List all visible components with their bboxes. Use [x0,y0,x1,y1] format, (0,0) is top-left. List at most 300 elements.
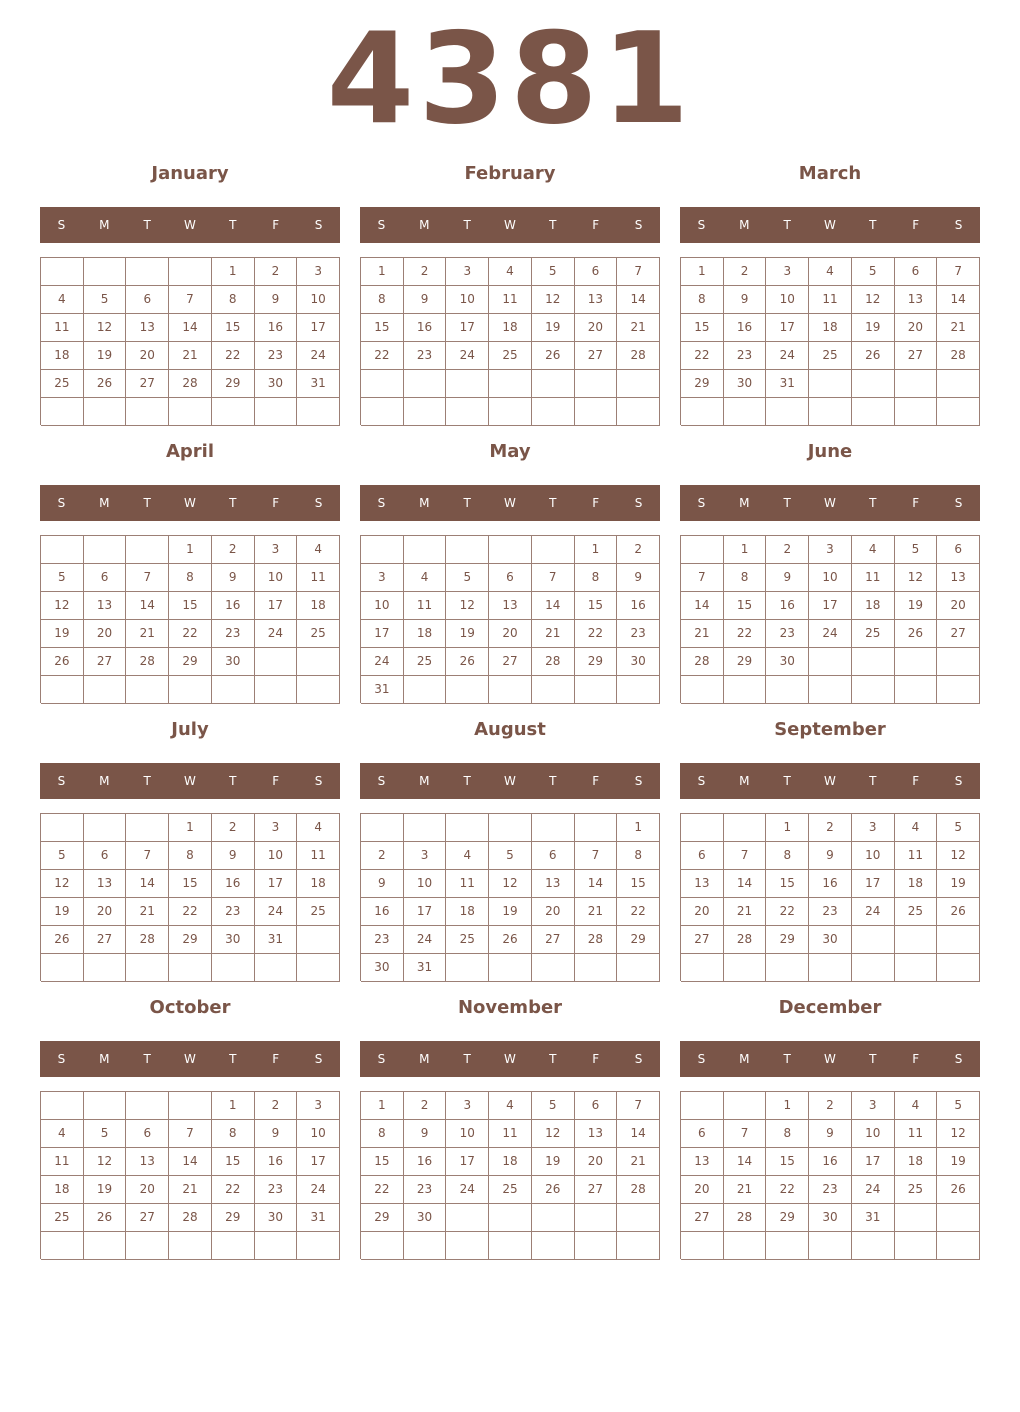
empty-day-cell [575,1232,618,1260]
day-cell: 14 [532,592,575,620]
empty-day-cell [852,370,895,398]
day-cell: 24 [255,898,298,926]
day-cell: 19 [41,620,84,648]
day-cell: 5 [446,564,489,592]
weekday-label: T [229,774,237,788]
day-grid [360,1091,660,1259]
empty-day-cell [852,1232,895,1260]
day-cell: 20 [532,898,575,926]
empty-day-cell [532,1232,575,1260]
day-cell: 2 [404,258,447,286]
empty-day-cell [532,814,575,842]
day-cell: 27 [681,1204,724,1232]
day-cell: 11 [489,1120,532,1148]
day-cell: 14 [575,870,618,898]
day-cell: 12 [41,592,84,620]
day-cell: 1 [361,1092,404,1120]
day-cell: 28 [126,648,169,676]
day-cell: 11 [297,842,340,870]
empty-day-cell [84,814,127,842]
day-cell: 7 [681,564,724,592]
day-cell: 14 [617,286,660,314]
day-cell: 13 [84,592,127,620]
day-cell: 24 [446,1176,489,1204]
empty-day-cell [937,398,980,426]
month-name: June [807,441,853,462]
day-cell: 20 [126,342,169,370]
empty-day-cell [937,370,980,398]
day-cell: 26 [532,342,575,370]
day-cell: 31 [852,1204,895,1232]
day-grid [40,535,340,703]
day-cell: 4 [809,258,852,286]
day-cell: 3 [852,814,895,842]
day-cell: 28 [126,926,169,954]
day-cell: 9 [809,842,852,870]
day-cell: 25 [489,342,532,370]
day-cell: 6 [126,286,169,314]
weekday-label: T [783,774,791,788]
day-cell: 8 [575,564,618,592]
day-cell: 17 [361,620,404,648]
day-cell: 29 [575,648,618,676]
month-name: May [489,441,531,462]
day-cell: 29 [212,370,255,398]
day-cell: 3 [446,258,489,286]
day-cell: 12 [532,286,575,314]
weekday-label: M [419,774,430,788]
day-cell: 15 [681,314,724,342]
empty-day-cell [41,258,84,286]
day-cell: 19 [532,314,575,342]
day-cell: 30 [617,648,660,676]
weekday-label: S [377,774,386,788]
weekday-label: S [314,496,323,510]
empty-day-cell [809,370,852,398]
weekday-label: T [549,218,557,232]
weekday-label: S [57,218,66,232]
day-cell: 12 [446,592,489,620]
day-cell: 25 [809,342,852,370]
weekday-label: S [377,1052,386,1066]
empty-day-cell [489,954,532,982]
day-cell: 15 [766,1148,809,1176]
empty-day-cell [84,258,127,286]
empty-day-cell [361,814,404,842]
empty-day-cell [724,954,767,982]
day-cell: 6 [532,842,575,870]
day-cell: 10 [404,870,447,898]
day-cell: 26 [489,926,532,954]
weekday-label: F [272,774,280,788]
day-cell: 6 [84,842,127,870]
day-cell: 30 [766,648,809,676]
empty-day-cell [937,648,980,676]
empty-day-cell [84,398,127,426]
day-cell: 26 [937,1176,980,1204]
day-cell: 21 [169,1176,212,1204]
day-cell: 11 [446,870,489,898]
day-cell: 21 [126,620,169,648]
day-cell: 29 [681,370,724,398]
empty-day-cell [895,398,938,426]
empty-day-cell [446,814,489,842]
month-name: March [798,163,862,184]
day-cell: 4 [489,1092,532,1120]
weekday-label: F [592,774,600,788]
day-cell: 30 [361,954,404,982]
day-cell: 11 [41,314,84,342]
day-cell: 16 [809,1148,852,1176]
weekday-label: S [314,218,323,232]
day-cell: 12 [937,842,980,870]
day-cell: 11 [809,286,852,314]
weekday-label: S [697,774,706,788]
day-cell: 17 [852,870,895,898]
empty-day-cell [809,676,852,704]
day-cell: 3 [404,842,447,870]
day-cell: 3 [809,536,852,564]
day-cell: 16 [724,314,767,342]
empty-day-cell [255,1232,298,1260]
day-cell: 20 [489,620,532,648]
day-cell: 1 [575,536,618,564]
month-name: September [774,719,886,740]
empty-day-cell [681,536,724,564]
empty-day-cell [404,814,447,842]
day-cell: 23 [212,620,255,648]
day-cell: 5 [532,258,575,286]
day-cell: 29 [361,1204,404,1232]
day-cell: 8 [766,842,809,870]
day-cell: 16 [809,870,852,898]
day-cell: 31 [361,676,404,704]
empty-day-cell [169,398,212,426]
empty-day-cell [297,398,340,426]
empty-day-cell [489,536,532,564]
day-cell: 30 [255,1204,298,1232]
day-cell: 16 [361,898,404,926]
day-cell: 29 [169,926,212,954]
empty-day-cell [766,1232,809,1260]
day-cell: 15 [361,1148,404,1176]
day-cell: 25 [852,620,895,648]
month-name: December [778,997,882,1018]
day-cell: 6 [681,1120,724,1148]
day-cell: 10 [852,1120,895,1148]
day-cell: 30 [809,926,852,954]
day-cell: 14 [617,1120,660,1148]
weekday-label: S [954,774,963,788]
weekday-label: M [99,496,110,510]
empty-day-cell [41,954,84,982]
day-cell: 5 [852,258,895,286]
day-cell: 7 [617,1092,660,1120]
day-cell: 18 [297,870,340,898]
day-cell: 28 [681,648,724,676]
weekday-label: F [272,1052,280,1066]
weekday-label: T [143,218,151,232]
empty-day-cell [724,1232,767,1260]
empty-day-cell [532,1204,575,1232]
weekday-label: S [954,496,963,510]
day-cell: 16 [212,870,255,898]
day-cell: 10 [361,592,404,620]
empty-day-cell [895,926,938,954]
day-cell: 6 [681,842,724,870]
weekday-label: W [824,1052,836,1066]
weekday-header [680,485,980,521]
weekday-label: M [99,774,110,788]
empty-day-cell [575,814,618,842]
empty-day-cell [766,676,809,704]
empty-day-cell [617,954,660,982]
weekday-label: S [377,218,386,232]
empty-day-cell [255,398,298,426]
day-cell: 19 [489,898,532,926]
weekday-label: T [783,1052,791,1066]
empty-day-cell [575,398,618,426]
month-january [40,160,340,438]
empty-day-cell [169,258,212,286]
day-cell: 10 [255,564,298,592]
day-grid [360,535,660,703]
weekday-label: M [419,1052,430,1066]
day-cell: 20 [84,620,127,648]
day-cell: 16 [617,592,660,620]
weekday-header [40,763,340,799]
day-cell: 7 [169,286,212,314]
day-cell: 25 [895,898,938,926]
day-cell: 26 [937,898,980,926]
day-cell: 16 [212,592,255,620]
weekday-label: W [504,218,516,232]
day-cell: 12 [84,1148,127,1176]
day-grid [40,813,340,981]
empty-day-cell [126,1232,169,1260]
weekday-label: S [697,496,706,510]
weekday-header [40,207,340,243]
empty-day-cell [724,676,767,704]
day-grid [680,813,980,981]
day-cell: 20 [84,898,127,926]
month-february [360,160,660,438]
day-cell: 26 [84,370,127,398]
day-cell: 23 [724,342,767,370]
day-cell: 9 [212,564,255,592]
weekday-label: T [143,1052,151,1066]
day-cell: 13 [937,564,980,592]
day-cell: 24 [297,342,340,370]
day-cell: 8 [169,564,212,592]
empty-day-cell [575,676,618,704]
day-cell: 18 [895,870,938,898]
day-cell: 24 [297,1176,340,1204]
day-cell: 15 [169,870,212,898]
weekday-label: F [592,218,600,232]
day-cell: 5 [41,842,84,870]
day-cell: 2 [809,814,852,842]
day-cell: 23 [404,1176,447,1204]
empty-day-cell [852,926,895,954]
day-cell: 22 [169,620,212,648]
day-cell: 19 [532,1148,575,1176]
weekday-label: T [143,496,151,510]
day-cell: 25 [489,1176,532,1204]
day-cell: 26 [41,648,84,676]
day-cell: 10 [852,842,895,870]
weekday-label: S [314,1052,323,1066]
weekday-label: F [912,496,920,510]
day-cell: 23 [361,926,404,954]
year-title: 4381 [326,5,694,152]
empty-day-cell [212,954,255,982]
day-cell: 3 [297,1092,340,1120]
empty-day-cell [84,954,127,982]
day-cell: 5 [489,842,532,870]
day-cell: 3 [766,258,809,286]
day-cell: 25 [297,898,340,926]
day-cell: 15 [169,592,212,620]
weekday-label: W [824,496,836,510]
day-cell: 15 [361,314,404,342]
day-cell: 24 [255,620,298,648]
day-cell: 14 [681,592,724,620]
day-cell: 14 [937,286,980,314]
weekday-label: F [912,774,920,788]
empty-day-cell [404,398,447,426]
day-cell: 18 [809,314,852,342]
empty-day-cell [212,398,255,426]
day-cell: 8 [617,842,660,870]
day-cell: 5 [84,286,127,314]
empty-day-cell [489,1204,532,1232]
day-cell: 6 [84,564,127,592]
day-cell: 30 [809,1204,852,1232]
empty-day-cell [446,1232,489,1260]
weekday-label: T [783,496,791,510]
day-cell: 27 [126,370,169,398]
empty-day-cell [361,370,404,398]
empty-day-cell [532,370,575,398]
day-cell: 12 [937,1120,980,1148]
day-cell: 6 [895,258,938,286]
day-cell: 22 [169,898,212,926]
day-cell: 30 [724,370,767,398]
empty-day-cell [297,1232,340,1260]
month-november [360,994,660,1272]
empty-day-cell [126,258,169,286]
weekday-header [360,763,660,799]
day-cell: 14 [724,1148,767,1176]
weekday-label: W [504,774,516,788]
weekday-label: S [697,1052,706,1066]
day-cell: 20 [937,592,980,620]
day-cell: 2 [255,1092,298,1120]
day-cell: 28 [724,1204,767,1232]
day-cell: 1 [617,814,660,842]
day-cell: 13 [126,314,169,342]
weekday-label: T [229,496,237,510]
day-cell: 18 [895,1148,938,1176]
day-cell: 28 [724,926,767,954]
empty-day-cell [404,1232,447,1260]
empty-day-cell [446,370,489,398]
weekday-label: M [99,1052,110,1066]
weekday-label: W [824,774,836,788]
weekday-label: S [634,774,643,788]
day-cell: 4 [297,814,340,842]
day-cell: 1 [212,258,255,286]
empty-day-cell [617,370,660,398]
weekday-label: T [783,218,791,232]
weekday-label: T [549,496,557,510]
empty-day-cell [809,1232,852,1260]
empty-day-cell [41,536,84,564]
day-cell: 20 [575,314,618,342]
day-cell: 30 [212,648,255,676]
day-cell: 18 [404,620,447,648]
day-cell: 2 [617,536,660,564]
weekday-label: T [869,218,877,232]
day-cell: 19 [937,870,980,898]
day-cell: 2 [255,258,298,286]
weekday-label: M [739,1052,750,1066]
day-cell: 24 [404,926,447,954]
day-grid [360,813,660,981]
day-cell: 31 [404,954,447,982]
weekday-header [40,485,340,521]
day-cell: 6 [575,1092,618,1120]
day-cell: 13 [489,592,532,620]
day-cell: 23 [255,1176,298,1204]
weekday-label: S [954,218,963,232]
empty-day-cell [852,954,895,982]
day-cell: 3 [255,536,298,564]
empty-day-cell [169,1232,212,1260]
empty-day-cell [404,676,447,704]
day-cell: 9 [809,1120,852,1148]
day-cell: 31 [297,370,340,398]
day-cell: 4 [41,1120,84,1148]
day-cell: 28 [169,370,212,398]
day-cell: 2 [766,536,809,564]
weekday-label: M [739,496,750,510]
day-cell: 30 [212,926,255,954]
empty-day-cell [809,648,852,676]
empty-day-cell [809,398,852,426]
month-name: October [149,997,231,1018]
empty-day-cell [489,398,532,426]
day-cell: 22 [617,898,660,926]
day-cell: 23 [809,898,852,926]
month-october [40,994,340,1272]
empty-day-cell [126,954,169,982]
day-cell: 15 [724,592,767,620]
day-cell: 1 [169,536,212,564]
day-cell: 24 [766,342,809,370]
empty-day-cell [895,1204,938,1232]
day-cell: 28 [617,1176,660,1204]
empty-day-cell [852,648,895,676]
day-cell: 24 [361,648,404,676]
day-cell: 4 [297,536,340,564]
day-cell: 18 [297,592,340,620]
weekday-header [680,763,980,799]
day-cell: 31 [255,926,298,954]
empty-day-cell [126,398,169,426]
day-cell: 18 [41,342,84,370]
